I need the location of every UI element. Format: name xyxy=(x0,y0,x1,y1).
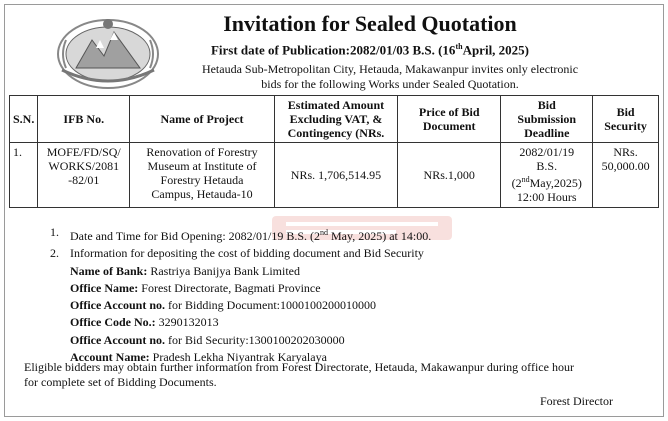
security-account-row: Office Account no. for Bid Security:1300100202030000 xyxy=(70,332,345,347)
cell-sn: 1. xyxy=(10,143,38,208)
intro-text: Hetauda Sub-Metropolitan City, Hetauda, Makawanpur invites only electronic bids for the following Works under Sealed Quotation. xyxy=(201,62,579,91)
cell-deadline: 2082/01/19 B.S. (2ndMay,2025) 12:00 Hours xyxy=(501,143,593,208)
cell-price: NRs.1,000 xyxy=(398,143,501,208)
header-security: Bid Security xyxy=(593,96,659,143)
cell-amount: NRs. 1,706,514.95 xyxy=(274,143,397,208)
table-header-row xyxy=(10,96,659,143)
publication-date: First date of Publication:2082/01/03 B.S. (16thApril, 2025) xyxy=(210,42,530,58)
cell-project: Renovation of Forestry Museum at Institute of Forestry Hetauda Campus, Hetauda-10 xyxy=(130,143,275,208)
account-name-row: Account Name: Pradesh Lekha Niyantrak Karyalaya xyxy=(70,350,327,365)
nepal-emblem-icon xyxy=(52,10,164,92)
list-item: 1. Date and Time for Bid Opening: 2082/01/19 B.S. (2nd May, 2025) at 14:00. xyxy=(50,225,432,243)
table-row xyxy=(10,143,659,208)
works-table xyxy=(9,95,659,208)
header-price: Price of Bid Document xyxy=(398,96,501,143)
header-project: Name of Project xyxy=(130,96,275,143)
signatory: Forest Director xyxy=(540,394,613,408)
notice-title: Invitation for Sealed Quotation xyxy=(223,11,517,36)
header-amount: Estimated Amount Excluding VAT, & Contingency (NRs. xyxy=(274,96,397,143)
office-name-row: Office Name: Forest Directorate, Bagmati Province xyxy=(70,280,321,295)
cell-ifb: MOFE/FD/SQ/ WORKS/2081 -82/01 xyxy=(38,143,130,208)
cell-security: NRs. 50,000.00 xyxy=(593,143,659,208)
list-item: 2. Information for depositing the cost of bidding document and Bid Security xyxy=(50,246,424,261)
header-deadline: Bid Submission Deadline xyxy=(501,96,593,143)
office-code-row: Office Code No.: 3290132013 xyxy=(70,315,219,330)
header-ifb: IFB No. xyxy=(38,96,130,143)
document-account-row: Office Account no. for Bidding Document:1000100200010000 xyxy=(70,298,376,313)
information-list xyxy=(50,224,650,366)
footer-note: Eligible bidders may obtain further information from Forest Directorate, Hetauda, Makawanpur during office hour for complete set of Bidding Documents. xyxy=(24,360,574,389)
header-sn: S.N. xyxy=(10,96,38,143)
bank-name-row: Name of Bank: Rastriya Banijya Bank Limited xyxy=(70,263,300,278)
